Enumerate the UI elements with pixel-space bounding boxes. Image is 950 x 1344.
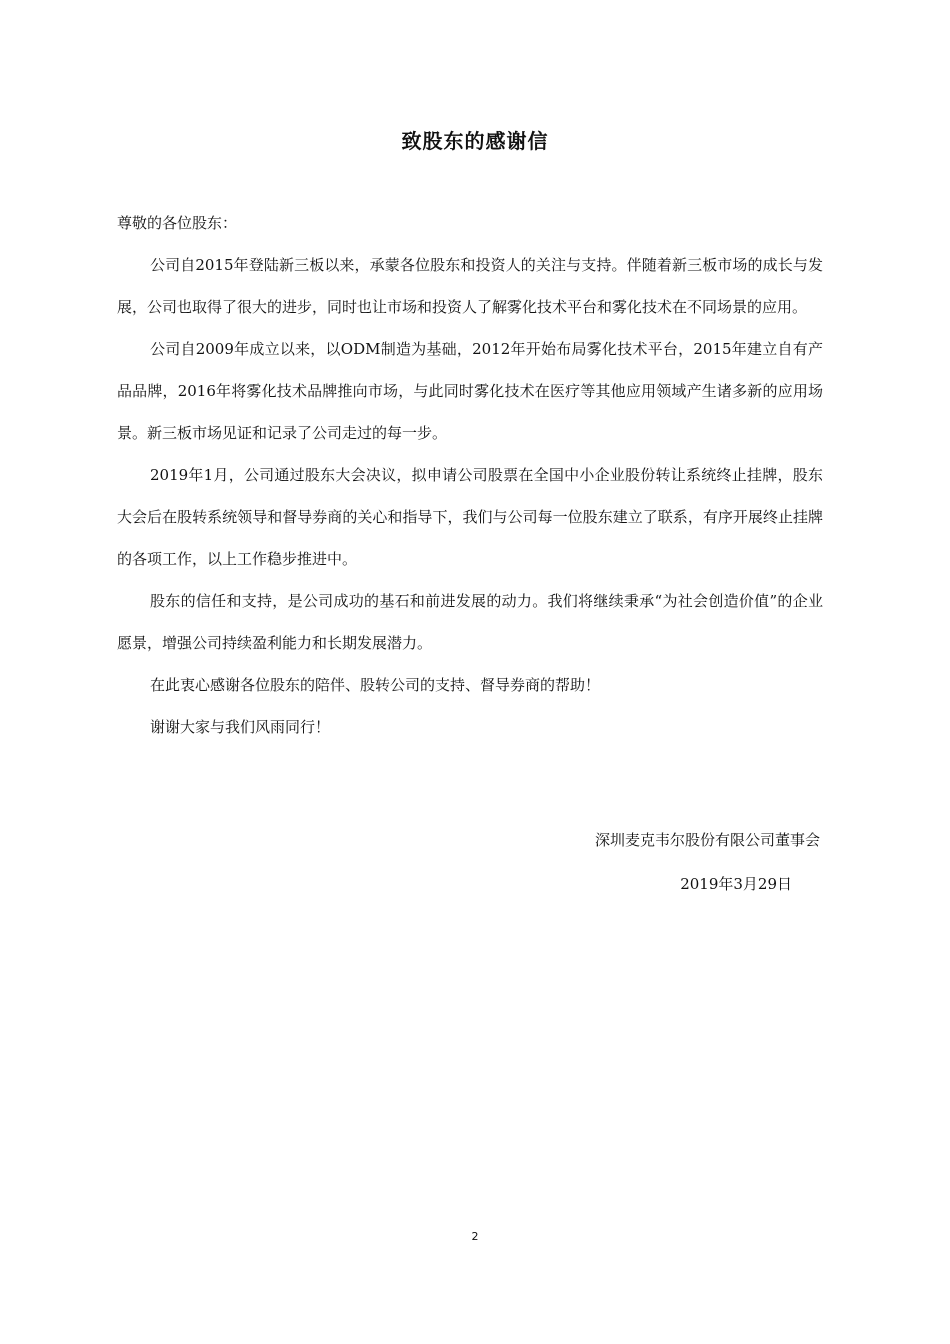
paragraph-2: 公司自2009年成立以来，以ODM制造为基础，2012年开始布局雾化技术平台，2015年建立自有产品品牌，2016年将雾化技术品牌推向市场，与此同时雾化技术在医疗等其他应用领域产生诸多新的应用场景。新三板市场见证和记录了公司走过的每一步。 <box>117 340 823 442</box>
letter-title: 致股东的感谢信 <box>401 129 549 153</box>
paragraph-6: 谢谢大家与我们风雨同行！ <box>150 718 331 736</box>
paragraph-5: 在此衷心感谢各位股东的陪伴、股转公司的支持、督导券商的帮助！ <box>150 676 601 694</box>
paragraph-4: 股东的信任和支持，是公司成功的基石和前进发展的动力。我们将继续秉承“为社会创造价值”的企业愿景，增强公司持续盈利能力和长期发展潜力。 <box>117 592 823 652</box>
page-number: 2 <box>471 1230 479 1243</box>
signature-line: 深圳麦克韦尔股份有限公司董事会 <box>594 831 820 849</box>
letter-body <box>117 202 823 748</box>
paragraph-1: 公司自2015年登陆新三板以来，承蒙各位股东和投资人的关注与支持。伴随着新三板市场的成长与发展，公司也取得了很大的进步，同时也让市场和投资人了解雾化技术平台和雾化技术在不同场景的应用。 <box>117 256 823 316</box>
letter-date: 2019年3月29日 <box>680 875 792 893</box>
salutation: 尊敬的各位股东： <box>117 214 238 232</box>
paragraph-3: 2019年1月，公司通过股东大会决议，拟申请公司股票在全国中小企业股份转让系统终止挂牌，股东大会后在股转系统领导和督导券商的关心和指导下，我们与公司每一位股东建立了联系，有序开展终止挂牌的各项工作，以上工作稳步推进中。 <box>117 466 823 568</box>
